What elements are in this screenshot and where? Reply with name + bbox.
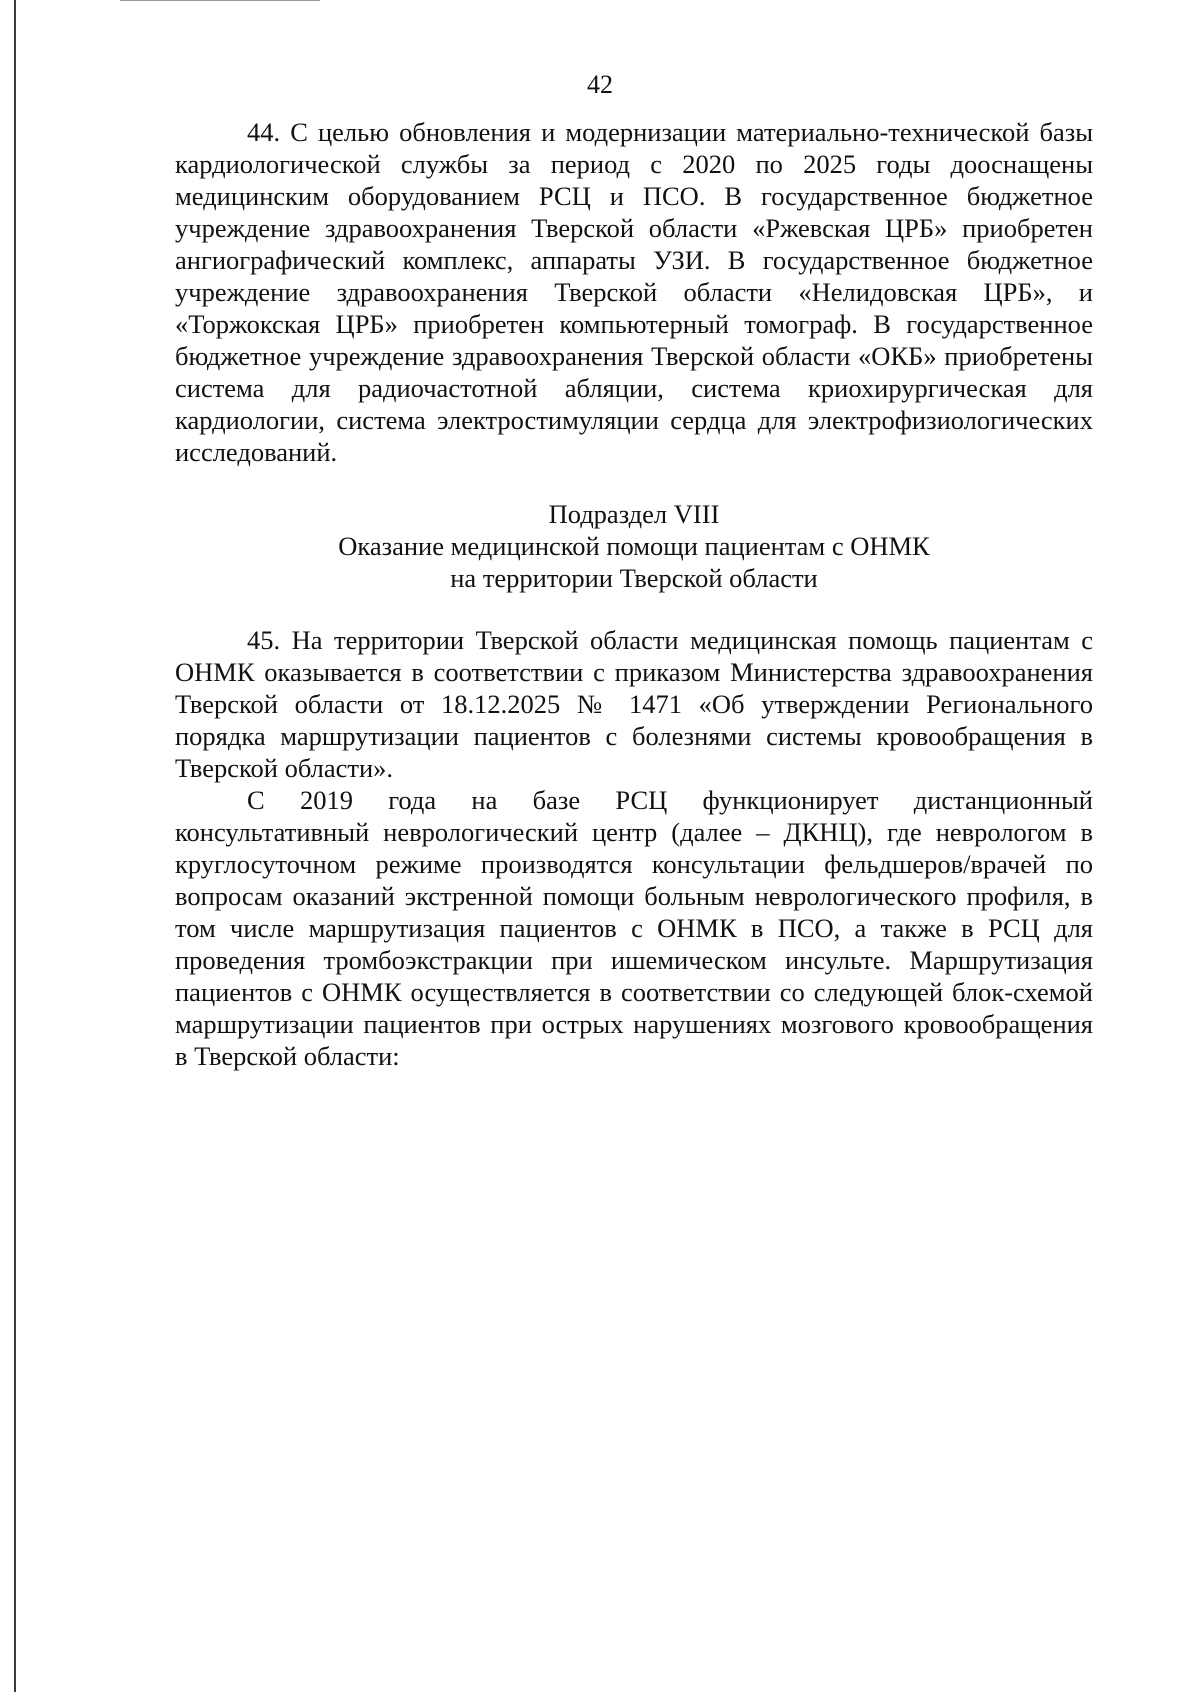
section-subtitle-line-1: Оказание медицинской помощи пациентам с ОНМК (338, 531, 930, 561)
paragraph-45: 45. На территории Тверской области медицинская помощь пациентам с ОНМК оказывается в соответствии с приказом Министерства здравоохранения Тверской области от 18.12.2025 № 1471 «Об утверждении Регионального порядка маршрутизации пациентов с болезнями системы кровообращения в Тверской области». (175, 625, 1093, 783)
section-subtitle-line-2: на территории Тверской области (450, 563, 818, 593)
scan-edge-left (14, 0, 16, 1692)
section-heading (175, 498, 1093, 594)
scan-edge-top (120, 0, 320, 1)
section-title: Подраздел VIII (548, 499, 720, 529)
page-number: 42 (587, 70, 613, 99)
paragraph-44: 44. С целью обновления и модернизации материально-технической базы кардиологической службы за период с 2020 по 2025 годы дооснащены медицинским оборудованием РСЦ и ПСО. В государственное бюджетное учреждение здравоохранения Тверской области «Ржевская ЦРБ» приобретен ангиографический комплекс, аппараты УЗИ. В государственное бюджетное учреждение здравоохранения Тверской области «Нелидовская ЦРБ», и «Торжокская ЦРБ» приобретен компьютерный томограф. В государственное бюджетное учреждение здравоохранения Тверской области «ОКБ» приобретены система для радиочастотной абляции, система криохирургическая для кардиологии, система электростимуляции сердца для электрофизиологических исследований. (175, 117, 1093, 467)
paragraph-dknc: С 2019 года на базе РСЦ функционирует дистанционный консультативный неврологический центр (далее – ДКНЦ), где неврологом в круглосуточном режиме производятся консультации фельдшеров/врачей по вопросам оказаний экстренной помощи больным неврологического профиля, в том числе маршрутизация пациентов с ОНМК в ПСО, а также в РСЦ для проведения тромбоэкстракции при ишемическом инсульте. Маршрутизация пациентов с ОНМК осуществляется в соответствии со следующей блок-схемой маршрутизации пациентов при острых нарушениях мозгового кровообращения в Тверской области: (175, 785, 1093, 1071)
document-body (175, 116, 1093, 1072)
